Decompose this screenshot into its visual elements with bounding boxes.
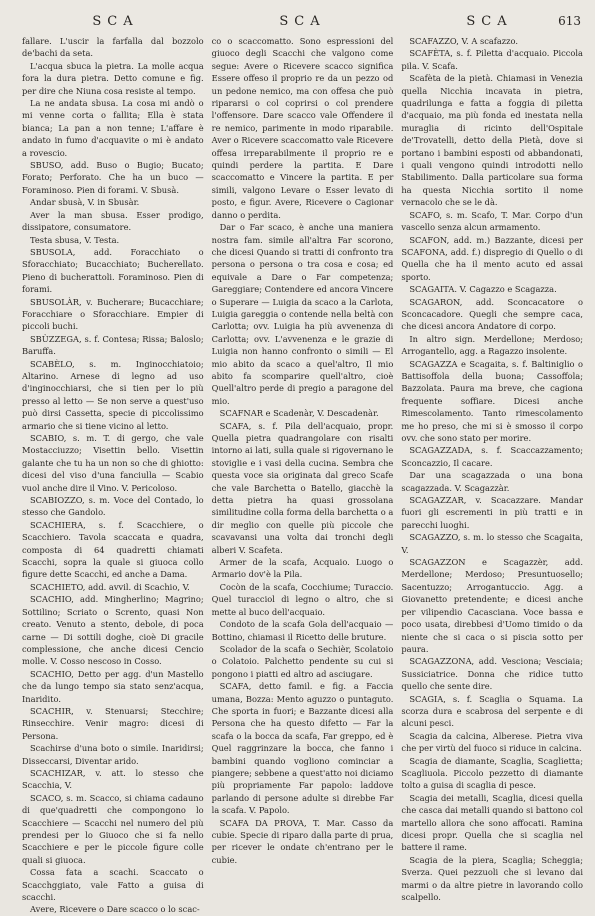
dictionary-entry: SCACHIO, Detto per agg. d'un Mastello che da lungo tempo sia stato senz'acqua, Inaridito. bbox=[22, 668, 204, 704]
dictionary-entry: SCACHIETO, add. avvil. di Scachio, V. bbox=[30, 581, 190, 592]
columns bbox=[22, 35, 583, 916]
dictionary-entry: SCAGAZZO, s. m. lo stesso che Scagaita, V. bbox=[401, 532, 583, 555]
dictionary-entry: SCAGAZZONA, add. Vesciona; Vesciaia; Sussiciatrice. Donna che ridice tutto quello che sente dire. bbox=[401, 656, 583, 692]
running-head bbox=[22, 14, 583, 29]
dictionary-entry: Cocòn de la scafa, Cocchiume; Turaccio. Quel turacciol di legno o altro, che si mette al buco dell'acquaio. bbox=[211, 581, 394, 617]
dictionary-entry: SCAFON, add. m.) Bazzante, dicesi per SCAFONA, add. f.) dispregio di Quello o di Quella che ha il mento acuto ed assai sporto. bbox=[401, 234, 583, 282]
dictionary-entry: Armer de la scafa, Acquaio. Luogo o Armario dov'è la Pila. bbox=[211, 557, 394, 580]
column-3 bbox=[401, 35, 583, 916]
dictionary-entry: SCAGAZZA e Scagaita, s. f. Baltiniglio o Battisoffola della buona; Cassoffola; Bazzolata. Paura ma breve, che cagiona frequente soffiare. Dicesi anche Rimescolamento. Tanto rimescolamento me ho preso, che mi si è smosso il corpo ovv. che sono stato per morire. bbox=[401, 358, 583, 443]
dictionary-entry: SCAGAZZON e Scagazzèr, add. Merdellone; Merdoso; Presuntuosello; Sacentuzzo; Arrogantuccio. Agg. a Giovanetto pretendente; e dicesi anche per vilipendio Cacasciana. Voce bassa e poco usata, direbbesi d'Uomo timido o da niente che si caca o si piscia sotto per paura. bbox=[401, 557, 583, 654]
dictionary-entry: SCAGAZZAR, v. Scacazzare. Mandar fuori gli escrementi in più tratti e in parecchi luoghi. bbox=[401, 495, 583, 530]
dictionary-entry: SCAFO, s. m. Scafo, T. Mar. Corpo d'un vascello senza alcun armamento. bbox=[401, 209, 583, 233]
column-1 bbox=[22, 35, 204, 916]
page-number: 613 bbox=[558, 14, 581, 28]
dictionary-entry: In altro sign. Merdellone; Merdoso; Arrogantello, agg. a Ragazzo insolente. bbox=[401, 333, 583, 357]
dictionary-entry: Dar una scagazzada o una bona scagazzada. V. Scagazzàr. bbox=[401, 470, 583, 493]
dictionary-entry: Cossa fata a scachi. Scaccato o Scacchggiato, vale Fatto a guisa di scacchi. bbox=[22, 867, 204, 903]
dictionary-entry: SBÙZZEGA, s. f. Contesa; Rissa; Baloslo; Baruffa. bbox=[22, 333, 204, 357]
running-head-right: SCA bbox=[466, 14, 513, 29]
dictionary-entry: SCACHIR, v. Stenuarsi; Stecchire; Rinsecchire. Venir magro: dicesi di Persona. bbox=[22, 705, 204, 741]
running-head-left: SCA bbox=[92, 14, 139, 29]
dictionary-entry: SCACHIZAR, v. att. lo stesso che Scacchia, V. bbox=[22, 767, 204, 791]
dictionary-entry: SCAFÈTA, s. f. Piletta d'acquaio. Piccola pila. V. Scafa. bbox=[401, 48, 583, 71]
dictionary-entry: La ne andata sbusa. La cosa mi andò o mi venne corta o fallita; Ella è stata bianca; La pan a non tenne; L'affare è andato in fumo d'acquavite o mi è andato a rovescio. bbox=[22, 98, 204, 158]
dictionary-entry: SCABIOZZO, s. m. Voce del Contado, lo stesso che Gandolo. bbox=[22, 495, 204, 518]
dictionary-entry: SCAFA DA PROVA, T. Mar. Casso da cubie. Specie di riparo dalla parte di prua, per ricever le ondate ch'entrano per le cubie. bbox=[211, 817, 394, 865]
dictionary-entry: Scagia de la piera, Scaglia; Scheggia; Sverza. Quei pezzuoli che si levano dai marmi o da altre pietre in lavorando collo scalpello. bbox=[401, 854, 583, 903]
dictionary-entry: Scagia dei metalli, Scaglia, dicesi quella che casca dai metalli quando si battono col martello allora che sono affocati. Ramina dicesi propr. Quella che si scaglia nel battere il rame. bbox=[401, 792, 583, 853]
dictionary-entry: Dar o Far scaco, è anche una maniera nostra fam. simile all'altra Far scorono, che dicesi Quando si tratti di confronto tra persona o persona o tra cosa e cosa; ed equivale a Dare o Far competenza; Gareggiare; Contendere ed ancora Vincere o Superare — Luigia da scaco a la Carlota, Luigia gareggia o contende nella beltà con Carlotta; ovv. Luigia ha più avvenenza di Carlotta; ovv. L'avvenenza e le grazie di Luigia non hanno confronto o simili — El mio abito da scaco a quel'altro, Il mio abito fa scomparire quell'altro, cioè Quell'altro perde di pregio a paragone del mio. bbox=[211, 222, 394, 406]
dictionary-entry: SCACHIO, add. Mingherlino; Magrino; Sottilino; Scriato o Scrento, quasi Non creato. Venuto a stento, debole, di poca carne — Di sottili doghe, cioè Di gracile complessione, che anche dicesi Cencio molle. V. Cosso nescoso in Cosso. bbox=[22, 594, 204, 667]
dictionary-entry: SCACHIERA, s. f. Scacchiere, o Scacchiero. Tavola scaccata e quadra, composta di 64 quadretti chiamati Scacchi, sopra la quale si giuoca collo figure dette Scacchi, ed anche a Dama. bbox=[22, 519, 204, 580]
dictionary-entry: Scafèta de la pietà. Chiamasi in Venezia quella Nicchia incavata in pietra, quadrilunga e fatta a foggia di piletta d'acquaio, ma più fonda ed inestata nella muraglia di ricinto dell'Ospitale de'Trovatelli, detto della Pietà, dove si portano i bambini esposti od abbandonati, i quali vengono quindi introdotti nello Stabilimento. Dalla particolare sua forma ha questa Nicchia sortito il nome vernacolo che se le dà. bbox=[401, 73, 583, 208]
dictionary-entry: SCAFNAR e Scadenàr, V. Descadenàr. bbox=[219, 408, 379, 419]
dictionary-entry: SCAFA, detto famil. e fig. a Faccia umana, Bozza: Mento aguzzo o puntaguto. Che sporta in fuori; e Bazzante dicesi alla Persona che ha questo difetto — Far la scafa o la bocca da scafa, Far greppo, ed è Quel raggrinzare la bocca, che fanno i bambini quando vogliono cominciar a piangere; sebbene a quest'atto noi diciamo più propriamente Far papolo: laddove parlando di persone adulte si direbbe Far la scafa. V. Papolo. bbox=[211, 681, 394, 816]
dictionary-entry: Scagia da calcina, Alberese. Pietra viva che per virtù del fuoco si riduce in calcina. bbox=[401, 730, 583, 754]
dictionary-entry: SCAGAZZADA, s. f. Scaccazzamento; Sconcazzio, Il cacare. bbox=[401, 445, 583, 468]
dictionary-entry: co o scaccomatto. Sono espressioni del giuoco degli Scacchi che valgono come segue: Avere o Ricevere scacco significa Essere offeso il proprio re da un pezzo od un pedone nemico, ma con offesa che può ripararsi o col coprirsi o col prendere l'offensore. Dare scacco vale Offendere il re nemico, parimente in modo riparabile. Aver o Ricevere scaccomatto vale Ricevere offesa irreparabilmente il proprio re e quindi perdere la partita. E Dare scaccomatto e Vincere la partita. E per simili, valgono Levare o Esser levato di posto, e figur. Avere, Ricevere o Cagionar danno o perdita. bbox=[211, 36, 394, 220]
dictionary-entry: SCAFAZZO, V. A scafazzo. bbox=[409, 36, 519, 46]
dictionary-entry: Aver la man sbusa. Esser prodigo, dissipatore, consumatore. bbox=[22, 209, 204, 233]
dictionary-entry: SBUSOLA, add. Foracchiato o Sforacchiato; Bucacchiato; Bucherellato. Pieno di bucherattoli. Foraminoso. Pien di forami. bbox=[22, 246, 204, 295]
column-2 bbox=[212, 35, 394, 916]
dictionary-entry: fallare. L'uscir la farfalla dal bozzolo de'bachi da seta. bbox=[22, 36, 204, 59]
dictionary-entry: Scolador de la scafa o Sechièr, Scolatoio o Colatoio. Palchetto pendente su cui si pongono i piatti ed altro ad asciugare. bbox=[211, 643, 394, 679]
dictionary-entry: L'acqua sbuca la pietra. La molle acqua fora la dura pietra. Detto comune e fig. per dire che Niuna cosa resiste al tempo. bbox=[22, 60, 204, 96]
dictionary-entry: Scachirse d'una boto o simile. Inaridirsi; Disseccarsi, Diventar arido. bbox=[22, 743, 204, 766]
dictionary-entry: SCABIO, s. m. T. di gergo, che vale Mostacciuzzo; Visettin bello. Visettin galante che tu ha un non so che di ghiotto: dicesi del viso d'una fanciulla — Scabio vuol anche dire il Vino. V. Pericoloso. bbox=[22, 433, 204, 493]
dictionary-entry: Condoto de la scafa Gola dell'acquaio — Bottino, chiamasi il Ricetto delle bruture. bbox=[211, 619, 394, 642]
dictionary-entry: SCAGAITA. V. Cagazzo e Scagazza. bbox=[409, 284, 557, 295]
running-head-center: SCA bbox=[279, 14, 326, 29]
dictionary-entry: SCACO, s. m. Scacco, si chiama cadauno di que'quadretti che compongono lo Scacchiere — Scacchi nel numero del più prendesi per lo Giuoco che si fa nello Scacchiere e per le piccole figure colle quali si giuoca. bbox=[22, 792, 204, 865]
dictionary-entry: SBUSO, add. Buso o Bugio; Bucato; Forato; Perforato. Che ha un buco — Foraminoso. Pien di forami. V. Sbusà. bbox=[22, 160, 204, 195]
dictionary-entry: SCAGARON, add. Sconcacatore o Sconcacadore. Quegli che sempre caca, che dicesi ancora Andatore di corpo. bbox=[401, 296, 583, 332]
dictionary-entry: Testa sbusa, V. Testa. bbox=[30, 234, 120, 245]
dictionary-entry: Avere, Ricevere o Dare scacco o lo scac- bbox=[30, 904, 200, 915]
dictionary-entry: Scagia de diamante, Scaglia, Scaglietta; Scagliuola. Piccolo pezzetto di diamante tolto a guisa di scaglia di pesce. bbox=[401, 755, 583, 791]
dictionary-entry: SCABÈLO, s. m. Inginocchiatoio; Altarino. Arnese di legno ad uso d'inginocchiarsi, che si tien per lo più presso al letto — Se non serve a quest'uso può dirsi Cassetta, specie di piccolissimo armario che si tiene vicino al letto. bbox=[22, 358, 204, 431]
dictionary-entry: Andar sbusà, V. in Sbusàr. bbox=[30, 197, 140, 208]
dictionary-entry: SBUSOLÀR, v. Bucherare; Bucacchiare; Foracchiare o Sforacchiare. Empier di piccoli buchi. bbox=[22, 296, 204, 332]
dictionary-entry: SCAFA, s. f. Pila dell'acquaio, propr. Quella pietra quadrangolare con risalti intorno ai lati, sulla quale si rigovernano le stoviglie e i vasi della cucina. Sembra che questa voce sia originata dal greco Scafe che vale Barchetta o Batello, giacchè la detta pietra ha quasi grossolana similitudine colla forma della barchetta o a dir meglio con quelle più piccole che scavavansi una volta dai tronchi degli alberi V. Scafeta. bbox=[211, 420, 394, 555]
dictionary-entry: SCAGIA, s. f. Scaglia o Squama. La scorza dura e scabrosa del serpente e di alcuni pesci. bbox=[401, 693, 583, 729]
